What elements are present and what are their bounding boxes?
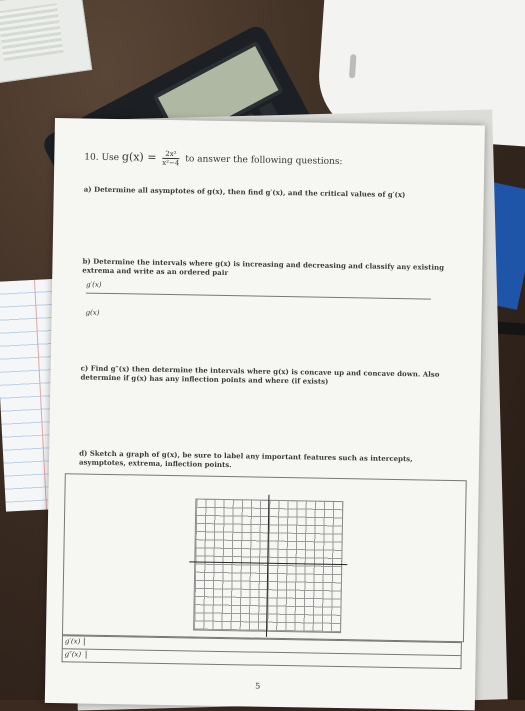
- sign-table: [62, 635, 462, 669]
- part-d-text: d) Sketch a graph of g(x), be sure to label any important features such as intercepts, asymptotes, extrema, inflection points.: [78, 448, 413, 470]
- part-a-text: a) Determine all asymptotes of g(x), then find g′(x), and the critical values of g′(x): [83, 184, 406, 200]
- y-axis: [266, 495, 269, 637]
- part-b-text: b) Determine the intervals where g(x) is increasing and decreasing and classify any existing extrema and write as an ordered pair: [82, 256, 445, 278]
- graph-box: [62, 473, 467, 642]
- part-c-text: c) Find g″(x) then determine the intervals where g(x) is concave up and concave down. Also determine if g(x) has any inflection points and where (if exists): [80, 363, 440, 386]
- gprime-label: g′(x): [86, 280, 102, 289]
- question-tail: to answer the following questions:: [185, 154, 343, 168]
- x-axis: [189, 561, 347, 565]
- g-label: g(x): [85, 308, 100, 317]
- row-label-gprime: g′(x): [65, 637, 86, 645]
- question-number: 10. Use: [84, 152, 120, 164]
- worksheet-page: [45, 118, 485, 710]
- sign-chart-line: [86, 293, 431, 300]
- function-name: g(x) =: [121, 150, 157, 164]
- question-heading: [84, 149, 342, 171]
- page-number: 5: [255, 681, 261, 691]
- fraction-denominator: x²−4: [162, 158, 180, 168]
- row-label-gdoubleprime: g″(x): [65, 650, 87, 658]
- fraction-numerator: 2x²: [162, 150, 179, 159]
- function-fraction: [162, 150, 179, 167]
- graph-grid: [193, 499, 343, 634]
- binder: [0, 0, 92, 83]
